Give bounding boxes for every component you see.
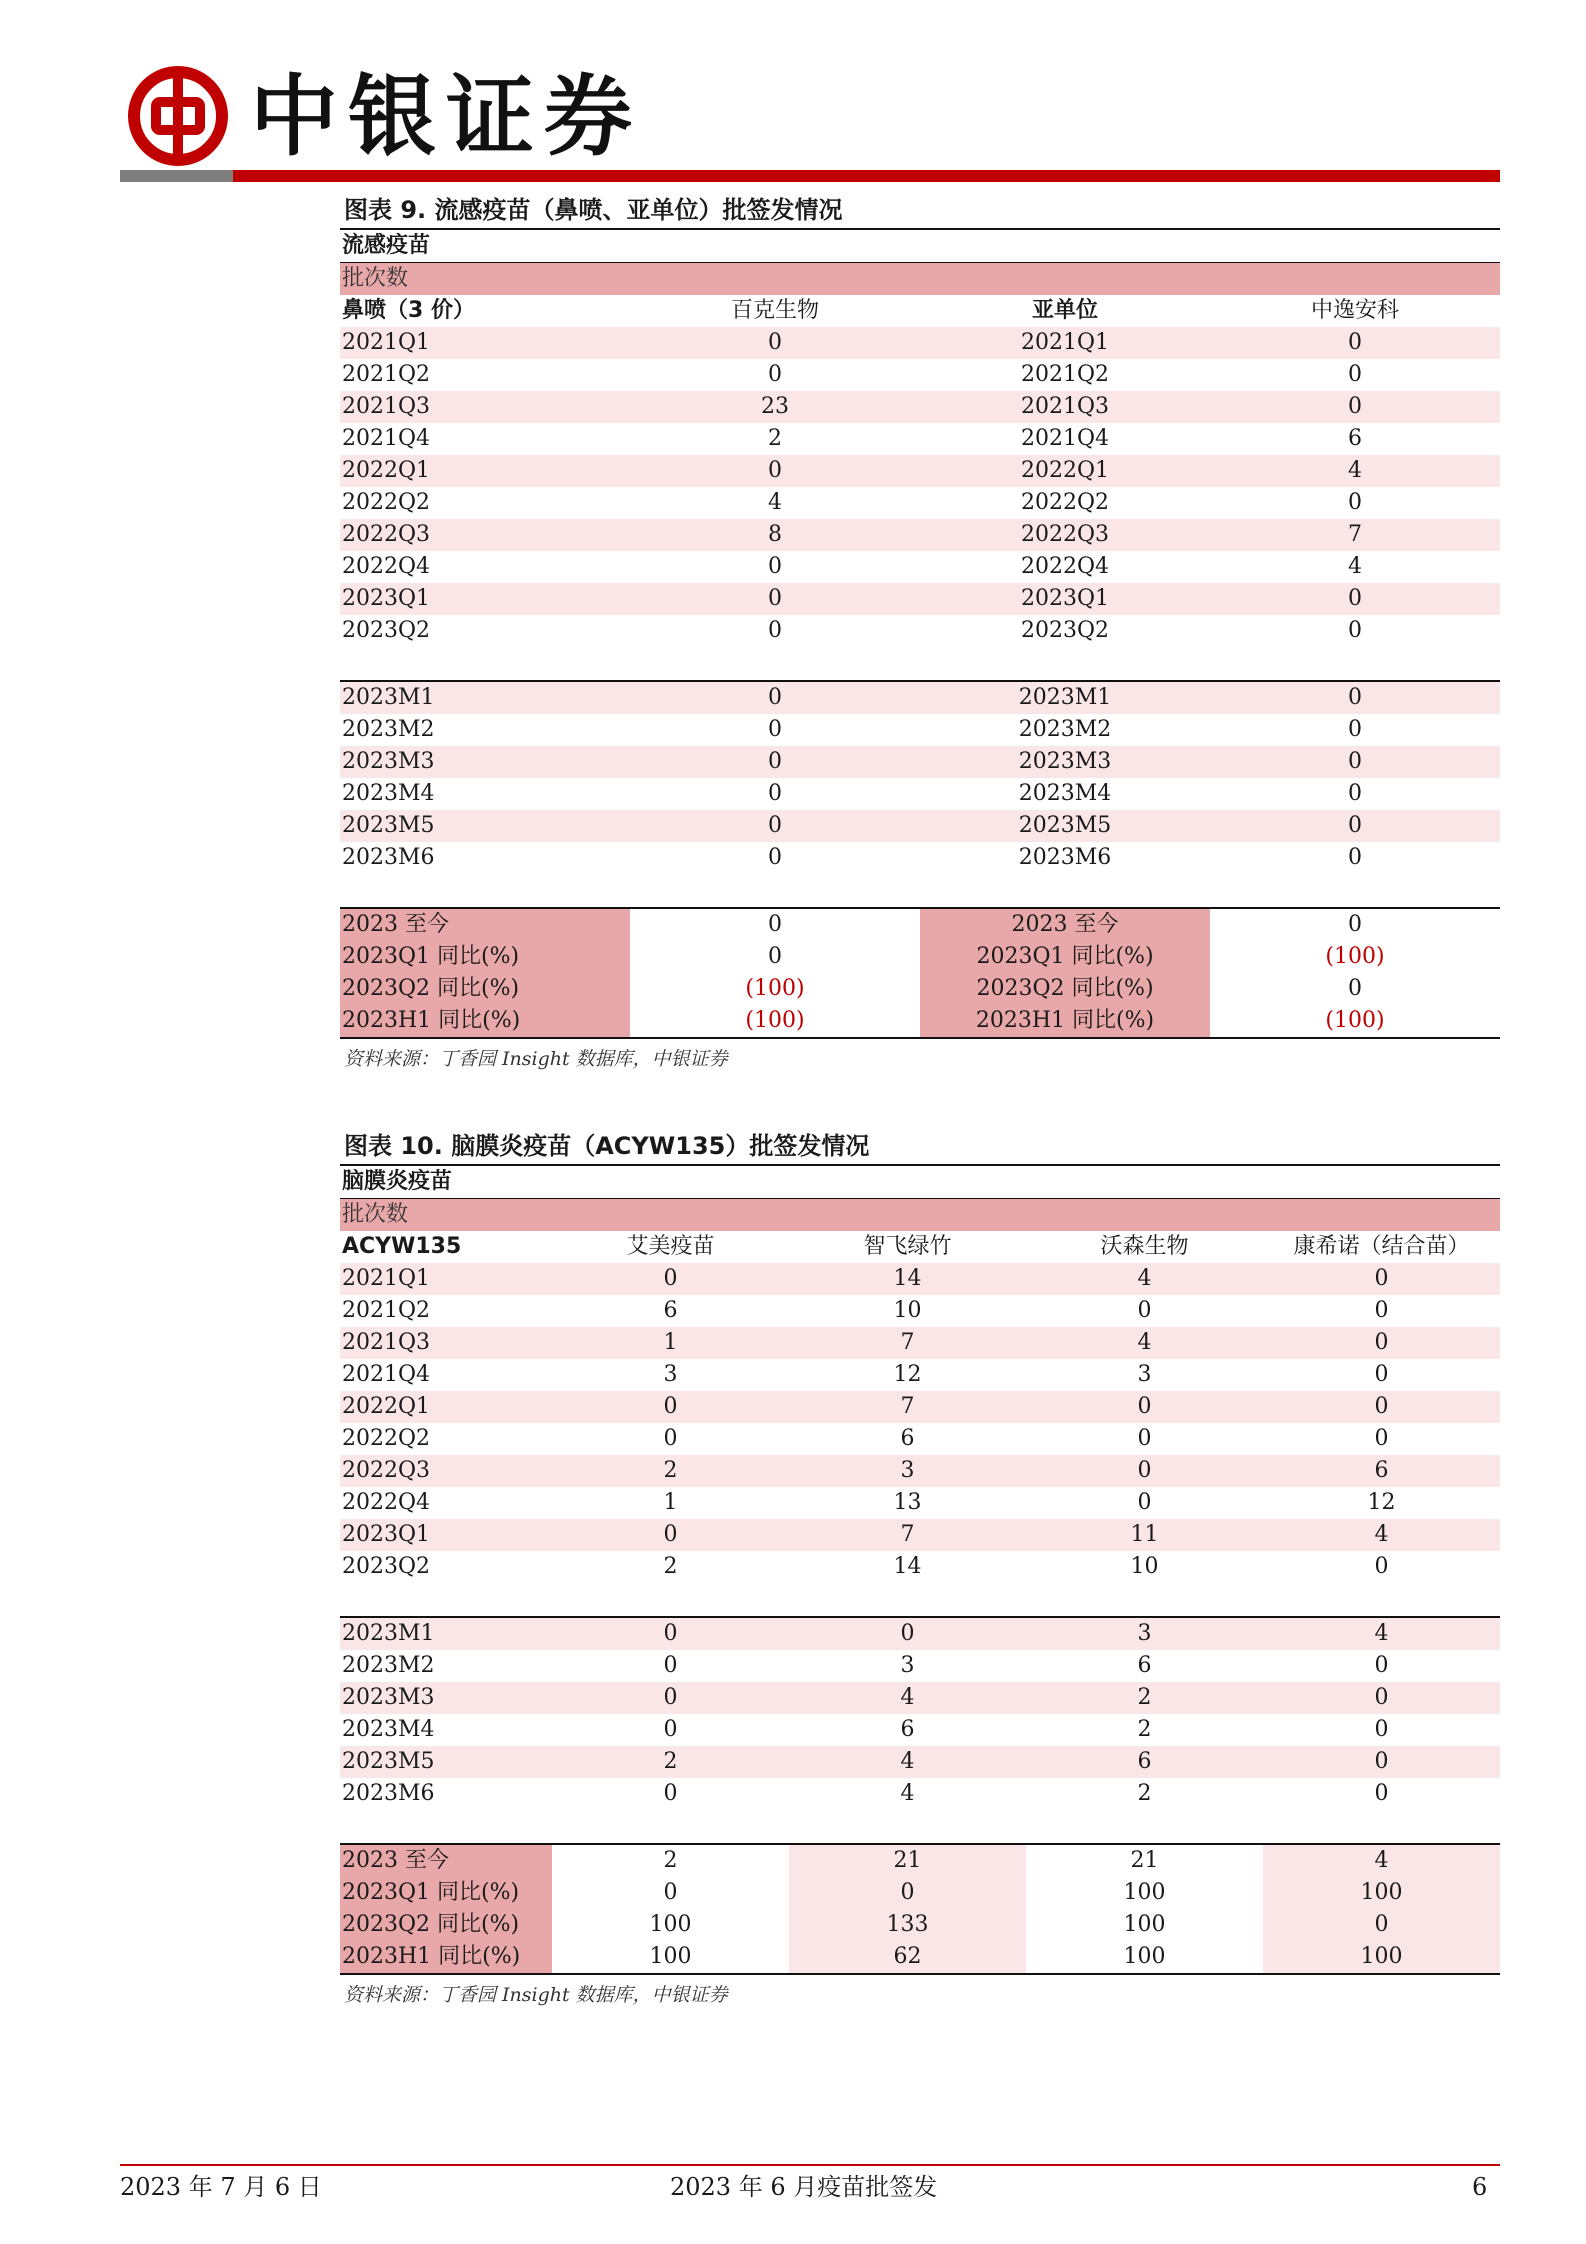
- category-label: 流感疫苗: [340, 230, 1500, 263]
- table-cell: 2023M1: [340, 681, 630, 714]
- table-cell: 0: [1210, 681, 1500, 714]
- summary-row: [340, 1877, 1500, 1909]
- page-header: [120, 60, 1500, 180]
- table-cell: 2022Q3: [920, 519, 1210, 551]
- table-cell: 2: [552, 1746, 789, 1778]
- table-cell: 2023M1: [920, 681, 1210, 714]
- table-cell: 0: [1210, 746, 1500, 778]
- summary-cell: 100: [1123, 1880, 1166, 1905]
- summary-cell: 0: [663, 1880, 678, 1905]
- metric-row: [340, 1199, 1500, 1232]
- table-cell: 4: [789, 1746, 1026, 1778]
- table-cell: 0: [630, 583, 920, 615]
- summary-cell: 4: [1263, 1844, 1500, 1877]
- table-row: [340, 1295, 1500, 1327]
- summary-row: [340, 1844, 1500, 1877]
- table-cell: 0: [768, 845, 782, 870]
- column-header: 鼻喷（3 价）: [342, 298, 475, 323]
- header-row: [340, 1231, 1500, 1263]
- table-cell: 0: [1374, 1653, 1389, 1678]
- table-cell: 13: [893, 1490, 922, 1515]
- table-cell: 0: [1374, 1362, 1389, 1387]
- summary-cell: 100: [552, 1941, 789, 1974]
- summary-cell: (100): [1210, 1005, 1500, 1038]
- table-cell: 0: [663, 1717, 678, 1742]
- table-row: [340, 359, 1500, 391]
- table-cell: 14: [893, 1554, 922, 1579]
- table-cell: 6: [1137, 1653, 1152, 1678]
- table-cell: 6: [900, 1717, 915, 1742]
- table-cell: 0: [663, 1653, 678, 1678]
- summary-cell: 2023Q2 同比(%): [920, 973, 1210, 1005]
- table-cell: 4: [1263, 1519, 1500, 1551]
- table-cell: 0: [1263, 1391, 1500, 1423]
- table-cell: 0: [630, 455, 920, 487]
- table-cell: 2022Q2: [342, 1426, 431, 1451]
- summary-row: [340, 1909, 1500, 1941]
- column-header: ACYW135: [342, 1234, 462, 1259]
- table-cell: 0: [552, 1519, 789, 1551]
- table-cell: 2021Q1: [920, 327, 1210, 359]
- summary-row: [340, 908, 1500, 941]
- category-row: [340, 230, 1500, 263]
- table-row: [340, 1746, 1500, 1778]
- table-cell: 4: [1263, 1617, 1500, 1650]
- table-cell: 2023M6: [1018, 845, 1112, 870]
- summary-row: [340, 1005, 1500, 1038]
- table-cell: 12: [1367, 1490, 1396, 1515]
- summary-cell: 100: [649, 1912, 692, 1937]
- summary-cell: 100: [1263, 1941, 1500, 1974]
- table-cell: 3: [900, 1653, 915, 1678]
- metric-label: 批次数: [340, 263, 1500, 296]
- header-bar-grey: [120, 170, 233, 182]
- spacer-cell: [340, 1810, 1500, 1844]
- summary-cell: 2023 至今: [340, 1844, 552, 1877]
- table-cell: 0: [1210, 810, 1500, 842]
- table-cell: 2021Q4: [342, 1362, 431, 1387]
- summary-cell: 21: [1026, 1844, 1263, 1877]
- table-cell: 2: [1137, 1717, 1152, 1742]
- table-cell: 14: [789, 1263, 1026, 1295]
- table-cell: 2023Q1: [340, 583, 630, 615]
- summary-cell: 0: [1210, 908, 1500, 941]
- table-cell: 3: [789, 1455, 1026, 1487]
- table-row: [340, 1391, 1500, 1423]
- table-row: [340, 1650, 1500, 1682]
- table-cell: 0: [1374, 1717, 1389, 1742]
- figure-10: [340, 1126, 1500, 2015]
- table-row: [340, 615, 1500, 647]
- table-cell: 0: [1263, 1682, 1500, 1714]
- table-cell: 6: [1263, 1455, 1500, 1487]
- table-cell: 0: [552, 1391, 789, 1423]
- table-row: [340, 1423, 1500, 1455]
- table-row: [340, 1551, 1500, 1583]
- summary-cell: 100: [1026, 1941, 1263, 1974]
- table-cell: 2021Q2: [342, 362, 431, 387]
- table-row: [340, 1327, 1500, 1359]
- summary-cell: 2023Q2 同比(%): [340, 973, 630, 1005]
- table-row: [340, 1263, 1500, 1295]
- table-cell: 2023Q2: [342, 618, 431, 643]
- table-cell: 6: [663, 1298, 678, 1323]
- summary-cell: 0: [630, 908, 920, 941]
- table-cell: 2023M5: [920, 810, 1210, 842]
- table-cell: 23: [630, 391, 920, 423]
- category-row: [340, 1166, 1500, 1199]
- table-cell: 2021Q4: [342, 426, 431, 451]
- table-cell: 2023M6: [342, 845, 435, 870]
- table-row: [340, 778, 1500, 810]
- table-row: [340, 423, 1500, 455]
- table-cell: 2023M5: [340, 1746, 552, 1778]
- table-cell: 0: [1348, 618, 1362, 643]
- table-cell: 2023M1: [340, 1617, 552, 1650]
- summary-cell: (100): [630, 1005, 920, 1038]
- table-row: [340, 1778, 1500, 1810]
- table-cell: 0: [768, 362, 782, 387]
- spacer-cell: [340, 874, 1500, 908]
- table-cell: 2021Q2: [1020, 362, 1110, 387]
- table-cell: 0: [1374, 1554, 1389, 1579]
- table-cell: 0: [768, 618, 782, 643]
- table-cell: 2021Q3: [920, 391, 1210, 423]
- table-cell: 0: [1210, 327, 1500, 359]
- summary-cell: 2023 至今: [340, 908, 630, 941]
- table-cell: 2023M4: [1018, 781, 1112, 806]
- table-cell: 0: [1374, 1426, 1389, 1451]
- footer-report-title: 2023 年 6 月疫苗批签发: [670, 2173, 938, 2201]
- table-cell: 2022Q4: [342, 1490, 431, 1515]
- table-row: [340, 1487, 1500, 1519]
- table-cell: 10: [893, 1298, 922, 1323]
- table-cell: 0: [630, 681, 920, 714]
- summary-cell: 2: [552, 1844, 789, 1877]
- summary-cell: 133: [789, 1909, 1026, 1941]
- summary-cell: 2023 至今: [920, 908, 1210, 941]
- metric-label: 批次数: [340, 1199, 1500, 1232]
- table-cell: 4: [900, 1781, 915, 1806]
- table-cell: 0: [1374, 1298, 1389, 1323]
- table-cell: 7: [789, 1519, 1026, 1551]
- table-cell: 0: [552, 1682, 789, 1714]
- table-cell: 4: [768, 490, 782, 515]
- summary-cell: 2023H1 同比(%): [340, 1005, 630, 1038]
- spacer-row: [340, 1810, 1500, 1844]
- summary-cell: 100: [1123, 1912, 1166, 1937]
- column-header: 亚单位: [1031, 298, 1098, 323]
- table-cell: 2: [552, 1455, 789, 1487]
- table-cell: 0: [552, 1263, 789, 1295]
- table-cell: 0: [663, 1426, 678, 1451]
- summary-row: [340, 1941, 1500, 1974]
- table-cell: 0: [1137, 1426, 1152, 1451]
- table-cell: 2021Q3: [340, 391, 630, 423]
- table-cell: 2021Q1: [340, 327, 630, 359]
- table-row: [340, 681, 1500, 714]
- table-cell: 2021Q2: [342, 1298, 431, 1323]
- table-cell: 0: [630, 746, 920, 778]
- summary-cell: (100): [745, 976, 805, 1001]
- table-cell: 0: [1348, 490, 1362, 515]
- figure-10-title: 图表 10. 脑膜炎疫苗（ACYW135）批签发情况: [340, 1126, 1500, 1166]
- table-row: [340, 746, 1500, 778]
- table-row: [340, 714, 1500, 746]
- table-row: [340, 1455, 1500, 1487]
- figure-9: [340, 190, 1500, 1079]
- figure-10-table: [340, 1166, 1500, 1975]
- table-cell: 12: [893, 1362, 922, 1387]
- summary-cell: 0: [789, 1877, 1026, 1909]
- table-cell: 0: [768, 717, 782, 742]
- figure-9-title: 图表 9. 流感疫苗（鼻喷、亚单位）批签发情况: [340, 190, 1500, 230]
- spacer-row: [340, 1583, 1500, 1617]
- table-cell: 0: [1374, 1781, 1389, 1806]
- table-cell: 6: [900, 1426, 915, 1451]
- column-header: 康希诺（结合苗）: [1293, 1234, 1470, 1259]
- summary-cell: 0: [1348, 976, 1362, 1001]
- table-row: [340, 1359, 1500, 1391]
- table-cell: 0: [768, 781, 782, 806]
- brand-name: 中银证券: [250, 65, 643, 168]
- table-cell: 6: [1026, 1746, 1263, 1778]
- table-cell: 2022Q1: [920, 455, 1210, 487]
- summary-cell: 2023Q1 同比(%): [340, 941, 630, 973]
- column-header: 沃森生物: [1100, 1234, 1189, 1259]
- figure-10-source: 资料来源：丁香园 Insight 数据库，中银证券: [344, 1984, 728, 2006]
- summary-cell: 21: [789, 1844, 1026, 1877]
- table-row: [340, 519, 1500, 551]
- table-cell: 8: [630, 519, 920, 551]
- table-cell: 1: [552, 1327, 789, 1359]
- table-cell: 3: [663, 1362, 678, 1387]
- summary-cell: 2023H1 同比(%): [920, 1005, 1210, 1038]
- table-cell: 2: [1026, 1682, 1263, 1714]
- column-header: 艾美疫苗: [626, 1234, 715, 1259]
- table-cell: 2021Q1: [340, 1263, 552, 1295]
- header-row: [340, 295, 1500, 327]
- table-cell: 2021Q4: [1020, 426, 1110, 451]
- table-row: [340, 842, 1500, 874]
- table-cell: 4: [1210, 455, 1500, 487]
- table-cell: 7: [789, 1327, 1026, 1359]
- table-cell: 2: [1137, 1781, 1152, 1806]
- table-cell: 2023M3: [920, 746, 1210, 778]
- table-row: [340, 1519, 1500, 1551]
- boc-logo-icon: [128, 66, 228, 166]
- table-cell: 2022Q3: [340, 1455, 552, 1487]
- table-cell: 0: [630, 327, 920, 359]
- table-cell: 0: [1026, 1391, 1263, 1423]
- table-cell: 2023Q2: [1020, 618, 1110, 643]
- summary-cell: 2023Q1 同比(%): [340, 1877, 552, 1909]
- table-cell: 2023Q2: [342, 1554, 431, 1579]
- footer-date: 2023 年 7 月 6 日: [120, 2173, 322, 2201]
- spacer-row: [340, 874, 1500, 908]
- table-cell: 0: [1137, 1298, 1152, 1323]
- footer-line: [120, 2164, 1500, 2166]
- table-cell: 2023M2: [1018, 717, 1112, 742]
- header-bar-red: [233, 170, 1500, 182]
- table-cell: 2022Q4: [1020, 554, 1110, 579]
- category-label: 脑膜炎疫苗: [340, 1166, 1500, 1199]
- summary-cell: (100): [1325, 944, 1385, 969]
- figure-9-table: [340, 230, 1500, 1039]
- table-cell: 4: [1026, 1263, 1263, 1295]
- table-cell: 11: [1026, 1519, 1263, 1551]
- summary-cell: 62: [789, 1941, 1026, 1974]
- table-cell: 2022Q4: [342, 554, 431, 579]
- table-cell: 0: [1348, 717, 1362, 742]
- table-cell: 4: [789, 1682, 1026, 1714]
- table-row: [340, 551, 1500, 583]
- table-row: [340, 1682, 1500, 1714]
- column-header: 百克生物: [730, 298, 819, 323]
- table-cell: 2023M2: [342, 717, 435, 742]
- table-cell: 4: [1348, 554, 1362, 579]
- table-cell: 7: [1210, 519, 1500, 551]
- table-cell: 2022Q2: [1020, 490, 1110, 515]
- table-cell: 0: [1348, 845, 1362, 870]
- table-cell: 2023M3: [340, 1682, 552, 1714]
- table-row: [340, 583, 1500, 615]
- summary-row: [340, 973, 1500, 1005]
- table-cell: 2023M5: [340, 810, 630, 842]
- table-cell: 0: [1348, 362, 1362, 387]
- table-row: [340, 1617, 1500, 1650]
- summary-cell: 0: [768, 944, 782, 969]
- table-cell: 2: [768, 426, 782, 451]
- table-cell: 1: [663, 1490, 678, 1515]
- column-header: 中逸安科: [1311, 298, 1400, 323]
- table-cell: 2023M4: [342, 1717, 435, 1742]
- table-cell: 0: [789, 1617, 1026, 1650]
- table-cell: 0: [1210, 391, 1500, 423]
- metric-row: [340, 263, 1500, 296]
- table-cell: 0: [552, 1617, 789, 1650]
- table-cell: 2022Q3: [340, 519, 630, 551]
- table-cell: 4: [1026, 1327, 1263, 1359]
- table-cell: 2022Q1: [340, 1391, 552, 1423]
- table-cell: 10: [1130, 1554, 1159, 1579]
- summary-cell: 2023Q1 同比(%): [920, 941, 1210, 973]
- table-cell: 3: [1137, 1362, 1152, 1387]
- spacer-row: [340, 647, 1500, 681]
- table-cell: 2023M3: [340, 746, 630, 778]
- table-cell: 0: [663, 1781, 678, 1806]
- table-cell: 2023Q1: [920, 583, 1210, 615]
- table-cell: 2023M4: [342, 781, 435, 806]
- footer-page-number: 6: [1472, 2173, 1488, 2201]
- summary-cell: 2023Q2 同比(%): [340, 1909, 552, 1941]
- column-header: 智飞绿竹: [863, 1234, 952, 1259]
- table-row: [340, 327, 1500, 359]
- summary-row: [340, 941, 1500, 973]
- table-cell: 3: [1026, 1617, 1263, 1650]
- table-cell: 2022Q1: [340, 455, 630, 487]
- spacer-cell: [340, 1583, 1500, 1617]
- table-cell: 6: [1348, 426, 1362, 451]
- table-cell: 2023M6: [342, 1781, 435, 1806]
- table-row: [340, 391, 1500, 423]
- table-cell: 7: [789, 1391, 1026, 1423]
- summary-cell: 2023H1 同比(%): [340, 1941, 552, 1974]
- table-row: [340, 455, 1500, 487]
- figure-9-source: 资料来源：丁香园 Insight 数据库，中银证券: [344, 1048, 728, 1070]
- table-cell: 0: [1210, 583, 1500, 615]
- table-cell: 0: [1263, 1263, 1500, 1295]
- summary-cell: 0: [1263, 1909, 1500, 1941]
- table-cell: 2021Q3: [340, 1327, 552, 1359]
- table-cell: 0: [1137, 1490, 1152, 1515]
- table-row: [340, 487, 1500, 519]
- table-cell: 0: [1348, 781, 1362, 806]
- table-cell: 0: [768, 554, 782, 579]
- table-cell: 2: [663, 1554, 678, 1579]
- table-cell: 2023M2: [342, 1653, 435, 1678]
- summary-cell: 100: [1263, 1877, 1500, 1909]
- table-cell: 0: [1263, 1746, 1500, 1778]
- spacer-cell: [340, 647, 1500, 681]
- table-cell: 0: [1026, 1455, 1263, 1487]
- table-row: [340, 810, 1500, 842]
- table-row: [340, 1714, 1500, 1746]
- table-cell: 0: [630, 810, 920, 842]
- table-cell: 2022Q2: [342, 490, 431, 515]
- table-cell: 2023Q1: [340, 1519, 552, 1551]
- table-cell: 0: [1263, 1327, 1500, 1359]
